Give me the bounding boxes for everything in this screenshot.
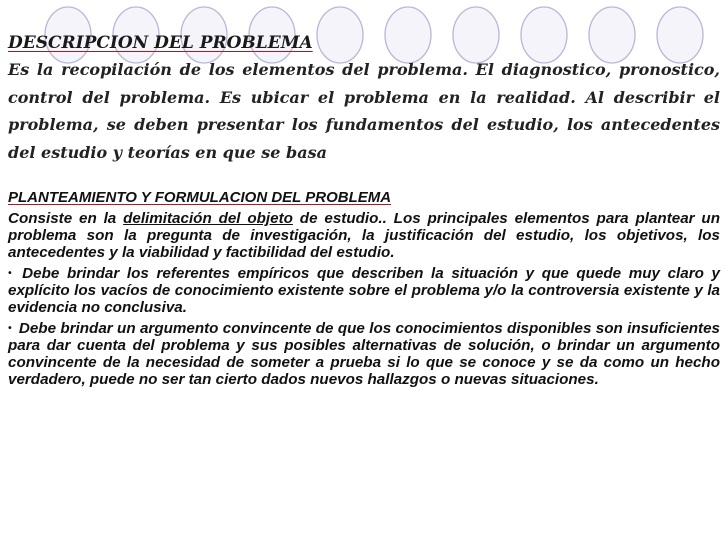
bullet-2-strong-1: argumento convincente: [139, 320, 312, 337]
bullet-2-strong-2: argumento convincente: [8, 337, 720, 371]
section1-text: Es la recopilación de los elementos del problema. El diagnostico, pronostico, control del problema. Es ubicar el problema en la realidad. Al describir el problema, se deben presentar los fundamentos del estudio, los antecedentes del estudio y teorías en que se basa: [8, 60, 720, 162]
bullet-2-end: de la necesidad de someter a prueba si lo que se conoce y se da como un hecho verdadero, puede no ser tan cierto dados nuevos hallazgos o nuevas situaciones.: [8, 354, 720, 388]
bullet-2-start: Debe brindar un: [14, 320, 140, 337]
section2-paragraph: [8, 210, 720, 261]
bullet-1-text: Debe brindar los referentes empíricos que describen la situación y que quede muy claro y explícito los vacíos de conocimiento existente sobre el problema y/o la controversia existente y la evidencia no conclusiva.: [8, 265, 720, 316]
para-start: Consiste en la: [8, 210, 124, 227]
bullet-2: [8, 320, 720, 388]
delimitation-link-text: delimitación del objeto: [123, 210, 293, 227]
bullet-1: [8, 265, 720, 316]
section2-title: PLANTEAMIENTO Y FORMULACION DEL PROBLEMA: [8, 189, 392, 206]
bullet-dot-icon: •: [8, 268, 12, 279]
section1-title: DESCRIPCION DEL PROBLEMA: [8, 33, 313, 53]
bullet-2-mid: de que los conocimientos disponibles son insuficientes para dar cuenta del problema y sus posibles alternativas de solución, o brindar un: [8, 320, 720, 354]
bullet-dot-icon: •: [8, 323, 12, 334]
slide-content: [8, 30, 720, 388]
para-end: de estudio.. Los principales elementos para plantear un problema son la pregunta de investigación, la justificación del estudio, los objetivos, los antecedentes y la viabilidad y factibilidad del estudio.: [8, 210, 720, 261]
